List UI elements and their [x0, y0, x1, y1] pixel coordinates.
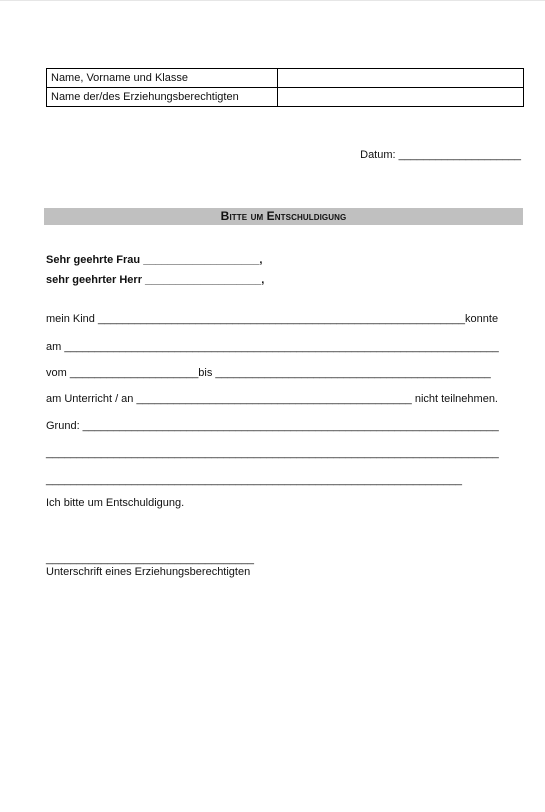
- salutation-frau: Sehr geehrte Frau ___________________,: [46, 254, 263, 266]
- guardian-name-field[interactable]: [278, 88, 524, 107]
- salutation-herr: sehr geehrter Herr ___________________,: [46, 274, 265, 286]
- date-line: Datum: ____________________: [360, 149, 521, 161]
- reason-line: Grund: ____________________________________________________________________: [46, 420, 499, 432]
- name-class-field[interactable]: [278, 69, 524, 88]
- reason-continuation-line-2: ____________________________________________________________________: [46, 474, 463, 486]
- document-title: Bitte um Entschuldigung: [44, 208, 523, 225]
- table-row: [47, 69, 524, 88]
- closing-text: Ich bitte um Entschuldigung.: [46, 497, 185, 509]
- date-range-line: vom _____________________bis _____________________________________________: [46, 367, 491, 379]
- lesson-line: am Unterricht / an _____________________________________________ nicht teilnehmen.: [46, 393, 498, 405]
- name-class-label: Name, Vorname und Klasse: [47, 69, 278, 88]
- guardian-name-label: Name der/des Erziehungsberechtigten: [47, 88, 278, 107]
- date-am-line: am _______________________________________________________________________: [46, 341, 499, 353]
- reason-continuation-line: __________________________________________________________________________: [46, 447, 499, 459]
- signature-line: __________________________________: [46, 553, 255, 565]
- page-top-border: [0, 0, 545, 1]
- table-row: [47, 88, 524, 107]
- child-name-line: mein Kind ____________________________________________________________konnte: [46, 313, 499, 325]
- student-info-table: [46, 68, 524, 107]
- signature-label: Unterschrift eines Erziehungsberechtigten: [46, 566, 251, 578]
